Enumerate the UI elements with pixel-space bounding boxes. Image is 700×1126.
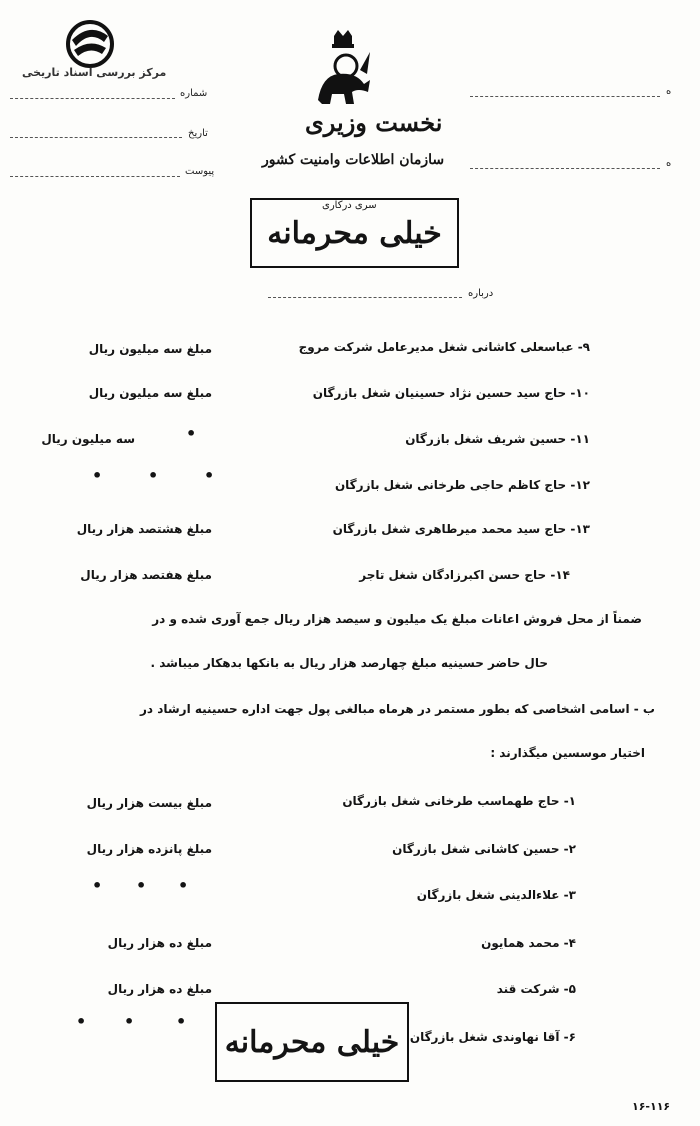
list-a-amount-3: سه میلیون ریال (41, 432, 135, 446)
right-mark-1: ه (666, 86, 672, 97)
list-b-item-1: ۱- حاج طهماسب طرخانی شغل بازرگان (342, 794, 576, 808)
ditto-mark: • (176, 1012, 187, 1031)
list-a-amount-6: مبلغ هفتصد هزار ریال (80, 568, 212, 582)
attachment-line (10, 176, 180, 177)
right-line-2 (470, 168, 660, 169)
list-a-amount-2: مبلغ سه میلیون ریال (88, 386, 212, 400)
list-b-item-2: ۲- حسین کاشانی شغل بازرگان (392, 842, 576, 856)
list-b-amount-1: مبلغ بیست هزار ریال (86, 796, 212, 810)
ditto-mark: • (186, 424, 197, 443)
list-b-amount-2: مبلغ پانزده هزار ریال (86, 842, 212, 856)
attachment-label: پیوست (185, 166, 215, 177)
number-line (10, 98, 175, 99)
list-a-amount-5: مبلغ هشتصد هزار ریال (76, 522, 212, 536)
lion-and-sun-emblem-icon (312, 30, 374, 108)
date-line (10, 137, 182, 138)
list-a-item-3: ۱۱- حسین شریف شغل بازرگان (405, 432, 590, 446)
number-label: شماره (180, 88, 208, 99)
letterhead-organization: سازمان اطلاعات وامنیت کشور (262, 152, 445, 168)
list-b-item-6: ۶- آقا نهاوندی شغل بازرگان (409, 1030, 576, 1044)
paragraph-1-line-2: حال حاضر حسینیه مبلغ چهارصد هزار ریال به بانکها بدهکار میباشد . (150, 656, 548, 670)
page-code: ۱۶-۱۱۶ (632, 1100, 671, 1113)
list-b-item-4: ۴- محمد همایون (481, 936, 576, 950)
list-a-item-4: ۱۲- حاج کاظم حاجی طرخانی شغل بازرگان (334, 478, 590, 492)
right-line-1 (470, 96, 660, 97)
ditto-mark: • (178, 876, 189, 895)
list-a-amount-1: مبلغ سه میلیون ریال (88, 342, 212, 356)
paragraph-1-line-1: ضمناً از محل فروش اعانات مبلغ یک میلیون و سیصد هزار ریال جمع آوری شده و در (152, 612, 642, 626)
list-b-item-5: ۵- شرکت قند (496, 982, 576, 996)
archive-logo-text: مرکز بررسی اسناد تاریخی (22, 66, 167, 79)
list-a-item-6: ۱۴- حاج حسن اکبرزادگان شغل تاجر (359, 568, 570, 582)
top-confidential-stamp: خیلی محرمانه (250, 198, 459, 268)
paragraph-2-line-2: اختیار موسسین میگذارند : (490, 746, 645, 760)
ditto-mark: • (124, 1012, 135, 1031)
date-label: تاریخ (188, 128, 208, 139)
top-stamp-overwrite: سری درکاری (322, 200, 377, 211)
right-mark-2: ه (666, 158, 672, 169)
bottom-confidential-stamp: خیلی محرمانه (215, 1002, 409, 1082)
ditto-mark: • (76, 1012, 87, 1031)
list-a-item-1: ۹- عباسعلی کاشانی شغل مدیرعامل شرکت مروج (298, 340, 590, 354)
archive-logo-icon (60, 18, 120, 70)
list-a-item-2: ۱۰- حاج سید حسین نژاد حسینیان شغل بازرگان (312, 386, 590, 400)
ditto-mark: • (92, 876, 103, 895)
list-b-amount-5: مبلغ ده هزار ریال (107, 982, 212, 996)
ditto-mark: • (204, 466, 215, 485)
list-a-item-5: ۱۳- حاج سید محمد میرطاهری شغل بازرگان (332, 522, 590, 536)
letterhead-title: نخست وزیری (305, 108, 443, 137)
ditto-mark: • (92, 466, 103, 485)
subject-line (268, 297, 462, 298)
ditto-mark: • (148, 466, 159, 485)
paragraph-2-line-1: ب - اسامی اشخاصی که بطور مستمر در هرماه مبالغی پول جهت اداره حسینیه ارشاد در (139, 702, 655, 716)
list-b-amount-4: مبلغ ده هزار ریال (107, 936, 212, 950)
subject-label: درباره (468, 288, 494, 299)
list-b-item-3: ۳- علاءالدینی شغل بازرگان (416, 888, 576, 902)
ditto-mark: • (136, 876, 147, 895)
